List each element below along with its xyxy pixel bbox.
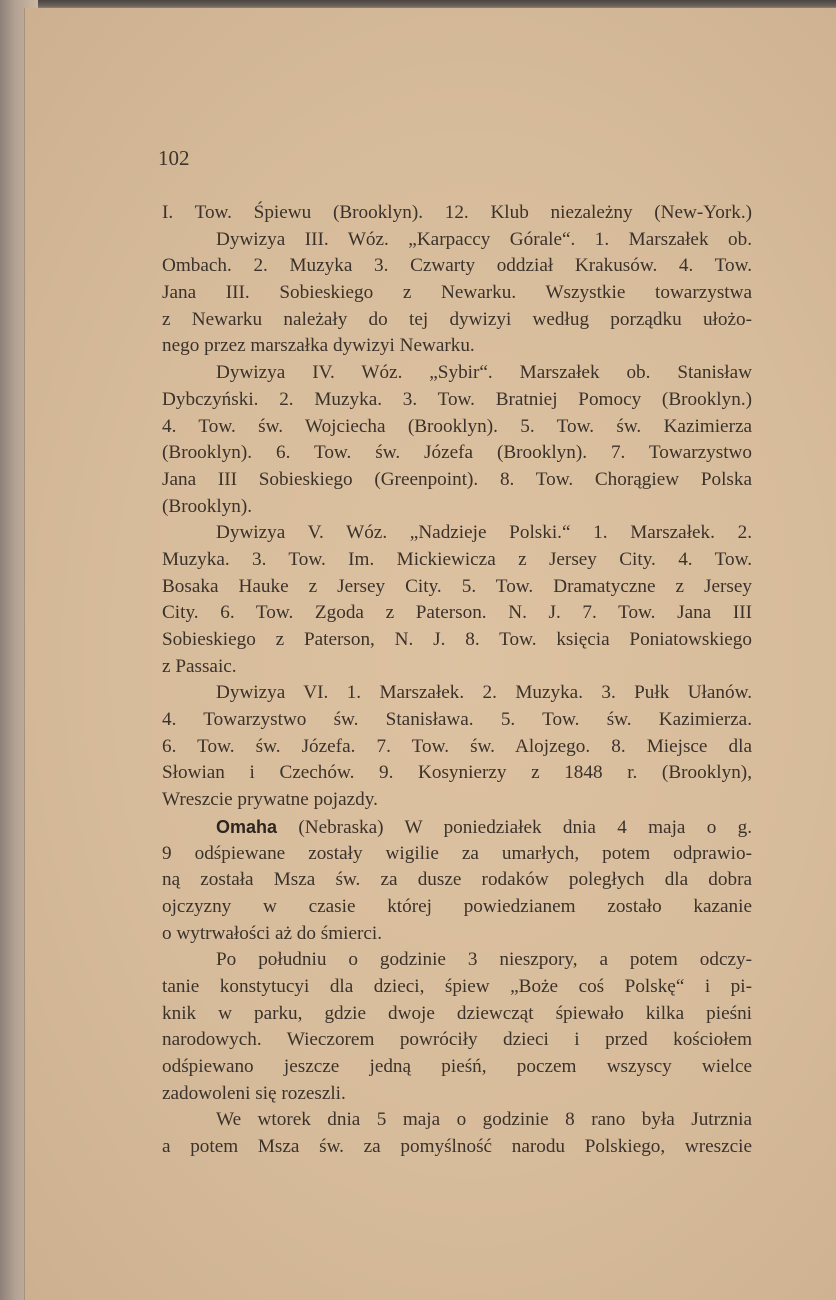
line-text: odśpiewano jeszcze jedną pieśń, poczem wszyscy wielce <box>162 1056 752 1077</box>
text-line <box>162 1134 752 1161</box>
line-text: z Passaic. <box>162 655 237 677</box>
text-line <box>162 574 752 601</box>
text-line <box>162 974 752 1001</box>
line-text: Słowian i Czechów. 9. Kosynierzy z 1848 r. (Brooklyn), <box>162 762 752 784</box>
line-text: ojczyzny w czasie której powiedzianem zostało kazanie <box>162 895 752 917</box>
text-line <box>162 360 752 387</box>
text-line <box>162 627 752 654</box>
line-text: knik w parku, gdzie dwoje dziewcząt śpiewało kilka pieśni <box>162 1002 752 1024</box>
text-line <box>162 947 752 974</box>
line-text: Dywizya IV. Wóz. „Sybir“. Marszałek ob. Stanisław <box>216 362 752 384</box>
text-line <box>162 1027 752 1054</box>
text-line <box>162 520 752 547</box>
line-text: Jana III. Sobieskiego z Newarku. Wszystkie towarzystwa <box>162 282 752 304</box>
line-text: (Brooklyn). <box>162 495 253 517</box>
line-text: Dybczyński. 2. Muzyka. 3. Tow. Bratniej Pomocy (Brooklyn.) <box>162 388 752 410</box>
line-text: We wtorek dnia 5 maja o godzinie 8 rano była Jutrznia <box>216 1109 752 1131</box>
line-text: Wreszcie prywatne pojazdy. <box>162 789 378 811</box>
text-line <box>162 414 752 441</box>
body-text <box>162 200 752 1161</box>
text-line <box>162 600 752 627</box>
text-line <box>162 280 752 307</box>
text-line <box>162 734 752 761</box>
line-text: Sobieskiego z Paterson, N. J. 8. Tow. księcia Poniatowskiego <box>162 629 752 650</box>
text-line <box>162 867 752 894</box>
line-text: z Newarku należały do tej dywizyi według porządku ułożo- <box>162 308 752 330</box>
text-line <box>162 494 752 521</box>
line-text: 9 odśpiewane zostały wigilie za umarłych, potem odprawio- <box>162 842 752 864</box>
line-text: a potem Msza św. za pomyślność narodu Polskiego, wreszcie <box>162 1136 752 1158</box>
line-text: I. Tow. Śpiewu (Brooklyn). 12. Klub niezależny (New-York.) <box>162 202 752 223</box>
page-number: 102 <box>158 146 190 170</box>
line-text: Dywizya V. Wóz. „Nadzieje Polski.“ 1. Marszałek. 2. <box>216 522 752 544</box>
line-text: zadowoleni się rozeszli. <box>162 1082 346 1104</box>
text-line <box>162 921 752 948</box>
line-text: Ombach. 2. Muzyka 3. Czwarty oddział Krakusów. 4. Tow. <box>162 255 752 277</box>
text-line <box>162 1107 752 1134</box>
line-text: narodowych. Wieczorem powróciły dzieci i przed kościołem <box>162 1029 752 1051</box>
text-line <box>162 654 752 681</box>
line-text: Dywizya III. Wóz. „Karpaccy Górale“. 1. Marszałek ob. <box>216 228 752 250</box>
line-text: Dywizya VI. 1. Marszałek. 2. Muzyka. 3. Pułk Ułanów. <box>216 682 752 704</box>
text-line <box>162 787 752 814</box>
text-line <box>162 814 752 841</box>
line-text: City. 6. Tow. Zgoda z Paterson. N. J. 7. Tow. Jana III <box>162 602 752 624</box>
text-line <box>162 387 752 414</box>
line-text: Jana III Sobieskiego (Greenpoint). 8. Tow. Chorągiew Polska <box>162 468 752 490</box>
line-text: nego przez marszałka dywizyi Newarku. <box>162 335 475 357</box>
text-line <box>162 1001 752 1028</box>
line-text: Muzyka. 3. Tow. Im. Mickiewicza z Jersey City. 4. Tow. <box>162 548 752 570</box>
text-line <box>162 1081 752 1108</box>
line-text: Bosaka Hauke z Jersey City. 5. Tow. Dramatyczne z Jersey <box>162 575 752 597</box>
line-text: 4. Tow. św. Wojciecha (Brooklyn). 5. Tow. św. Kazimierza <box>162 415 752 437</box>
line-text: (Brooklyn). 6. Tow. św. Józefa (Brooklyn). 7. Towarzystwo <box>162 442 752 464</box>
line-text: 6. Tow. św. Józefa. 7. Tow. św. Alojzego. 8. Miejsce dla <box>162 735 752 757</box>
text-line <box>162 440 752 467</box>
text-line <box>162 894 752 921</box>
line-text: (Nebraska) W poniedziałek dnia 4 maja o g. <box>277 816 752 838</box>
text-line <box>162 760 752 787</box>
line-text: o wytrwałości aż do śmierci. <box>162 922 383 944</box>
text-line <box>162 547 752 574</box>
text-line <box>162 841 752 868</box>
line-text: 4. Towarzystwo św. Stanisława. 5. Tow. św. Kazimierza. <box>162 709 752 731</box>
text-line <box>162 200 752 227</box>
text-line <box>162 307 752 334</box>
line-text: ną została Msza św. za dusze rodaków poległych dla dobra <box>162 869 752 891</box>
text-line <box>162 253 752 280</box>
text-line <box>162 333 752 360</box>
text-line <box>162 1054 752 1081</box>
place-heading: Omaha <box>216 816 278 837</box>
text-line <box>162 227 752 254</box>
text-line <box>162 467 752 494</box>
text-line <box>162 680 752 707</box>
text-line <box>162 707 752 734</box>
line-text: Po południu o godzinie 3 nieszpory, a potem odczy- <box>216 949 752 971</box>
line-text: tanie konstytucyi dla dzieci, śpiew „Boże coś Polskę“ i pi- <box>162 975 752 997</box>
